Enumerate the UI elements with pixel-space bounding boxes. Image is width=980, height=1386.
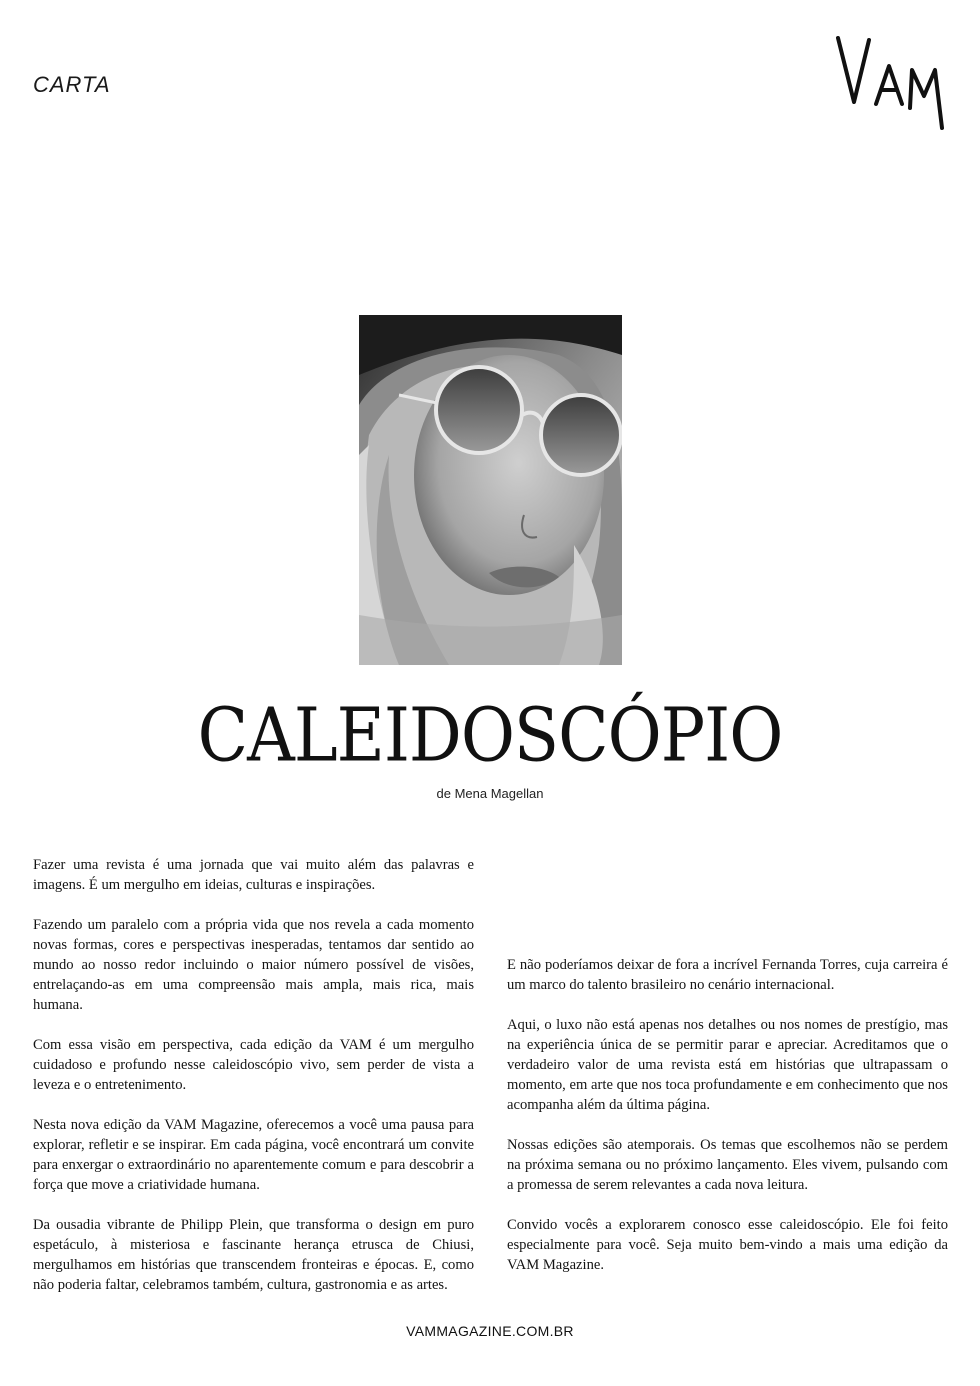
paragraph: Nossas edições são atemporais. Os temas que escolhemos não se perdem na próxima semana ou no próximo lançamento. Eles vivem, pulsando com a promessa de serem relevantes a cada nova leitura. — [507, 1137, 948, 1193]
paragraph: Da ousadia vibrante de Philipp Plein, que transforma o design em puro espetáculo, à misteriosa e fascinante herança etrusca de Chiusi, mergulhamos em histórias que transcendem fronteiras e épocas. E, como não poderia faltar, celebramos também, cultura, gastronomia e as artes. — [33, 1217, 474, 1293]
article-body-right-column — [507, 955, 948, 1295]
article-body-left-column — [33, 855, 474, 1315]
paragraph: E não poderíamos deixar de fora a incrível Fernanda Torres, cuja carreira é um marco do talento brasileiro no cenário internacional. — [507, 957, 948, 993]
vam-logo — [832, 30, 947, 132]
article-title: CALEIDOSCÓPIO — [197, 692, 783, 779]
paragraph: Nesta nova edição da VAM Magazine, oferecemos a você uma pausa para explorar, refletir e se inspirar. Em cada página, você encontrará um convite para enxergar o extraordinário no aparentemente comum e para descobrir a força que move a criatividade humana. — [33, 1117, 474, 1193]
portrait-illustration — [359, 315, 622, 665]
article-byline: de Mena Magellan — [436, 786, 544, 801]
paragraph: Aqui, o luxo não está apenas nos detalhes ou nos nomes de prestígio, mas na experiência única de se permitir parar e apreciar. Acreditamos que o verdadeiro valor de uma revista está em histórias que ultrapassam o momento, em arte que nos toca profundamente e em conhecimento que nos acompanha além da última página. — [507, 1017, 948, 1113]
paragraph: Fazendo um paralelo com a própria vida que nos revela a cada momento novas formas, cores e perspectivas inesperadas, tentamos dar sentido ao mundo ao nosso redor incluindo o maior número possível de visões, entrelaçando-as em uma compreensão mais ampla, mais rica, mais humana. — [33, 917, 474, 1013]
footer-website: VAMMAGAZINE.COM.BR — [406, 1323, 574, 1339]
paragraph: Fazer uma revista é uma jornada que vai muito além das palavras e imagens. É um mergulho em ideias, culturas e inspirações. — [33, 857, 474, 893]
paragraph: Com essa visão em perspectiva, cada edição da VAM é um mergulho cuidadoso e profundo nesse caleidoscópio vivo, sem perder de vista a leveza e o entretenimento. — [33, 1037, 474, 1093]
section-label: CARTA — [33, 72, 111, 97]
paragraph: Convido vocês a explorarem conosco esse caleidoscópio. Ele foi feito especialmente para você. Seja muito bem-vindo a mais uma edição da VAM Magazine. — [507, 1217, 948, 1273]
author-portrait — [359, 315, 622, 665]
